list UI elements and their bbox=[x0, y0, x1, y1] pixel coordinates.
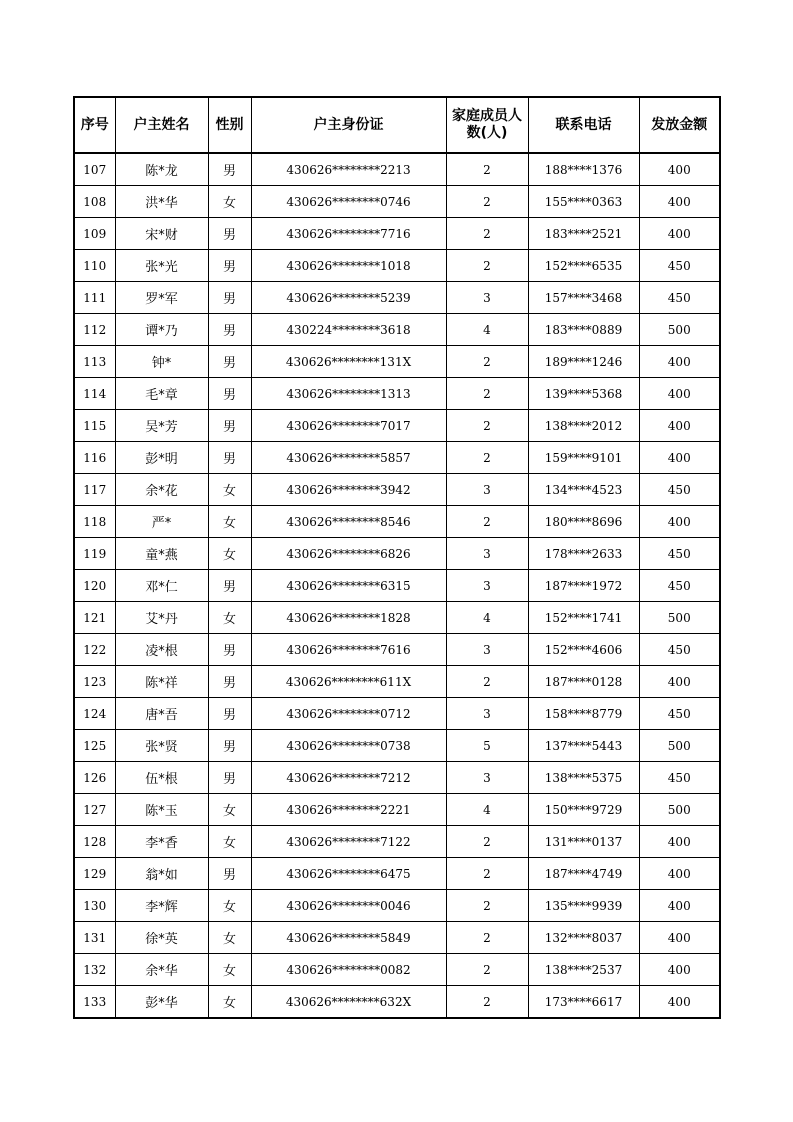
cell-householder-name: 毛*章 bbox=[115, 378, 208, 410]
cell-householder-name: 陈*祥 bbox=[115, 666, 208, 698]
cell-householder-id: 430626********131X bbox=[251, 346, 446, 378]
table-header-row bbox=[74, 97, 720, 153]
cell-householder-id: 430626********6826 bbox=[251, 538, 446, 570]
cell-phone: 138****2012 bbox=[528, 410, 639, 442]
cell-seq: 114 bbox=[74, 378, 115, 410]
cell-phone: 138****5375 bbox=[528, 762, 639, 794]
cell-householder-id: 430626********6475 bbox=[251, 858, 446, 890]
table-row bbox=[74, 506, 720, 538]
cell-seq: 109 bbox=[74, 218, 115, 250]
cell-householder-name: 童*燕 bbox=[115, 538, 208, 570]
cell-householder-name: 翁*如 bbox=[115, 858, 208, 890]
cell-family-members: 4 bbox=[446, 314, 528, 346]
cell-householder-name: 宋*财 bbox=[115, 218, 208, 250]
cell-amount: 400 bbox=[639, 666, 720, 698]
cell-seq: 125 bbox=[74, 730, 115, 762]
cell-gender: 男 bbox=[208, 762, 251, 794]
cell-seq: 112 bbox=[74, 314, 115, 346]
cell-family-members: 2 bbox=[446, 218, 528, 250]
cell-householder-name: 陈*龙 bbox=[115, 153, 208, 186]
cell-seq: 111 bbox=[74, 282, 115, 314]
table-body bbox=[74, 153, 720, 1018]
cell-phone: 137****5443 bbox=[528, 730, 639, 762]
cell-amount: 500 bbox=[639, 314, 720, 346]
cell-gender: 男 bbox=[208, 858, 251, 890]
cell-family-members: 4 bbox=[446, 794, 528, 826]
cell-family-members: 2 bbox=[446, 506, 528, 538]
cell-phone: 138****2537 bbox=[528, 954, 639, 986]
cell-phone: 155****0363 bbox=[528, 186, 639, 218]
cell-phone: 159****9101 bbox=[528, 442, 639, 474]
cell-householder-name: 伍*根 bbox=[115, 762, 208, 794]
header-gender: 性别 bbox=[208, 97, 251, 153]
cell-gender: 女 bbox=[208, 826, 251, 858]
table-row bbox=[74, 282, 720, 314]
cell-phone: 152****6535 bbox=[528, 250, 639, 282]
table-row bbox=[74, 698, 720, 730]
header-seq: 序号 bbox=[74, 97, 115, 153]
table-row bbox=[74, 954, 720, 986]
cell-family-members: 2 bbox=[446, 153, 528, 186]
cell-gender: 男 bbox=[208, 346, 251, 378]
cell-gender: 女 bbox=[208, 922, 251, 954]
cell-amount: 400 bbox=[639, 153, 720, 186]
cell-phone: 180****8696 bbox=[528, 506, 639, 538]
cell-phone: 131****0137 bbox=[528, 826, 639, 858]
cell-gender: 男 bbox=[208, 250, 251, 282]
cell-householder-name: 张*光 bbox=[115, 250, 208, 282]
cell-amount: 400 bbox=[639, 442, 720, 474]
cell-seq: 118 bbox=[74, 506, 115, 538]
cell-amount: 500 bbox=[639, 730, 720, 762]
cell-householder-name: 凌*根 bbox=[115, 634, 208, 666]
cell-phone: 150****9729 bbox=[528, 794, 639, 826]
cell-amount: 400 bbox=[639, 858, 720, 890]
cell-amount: 450 bbox=[639, 474, 720, 506]
cell-householder-name: 谭*乃 bbox=[115, 314, 208, 346]
table-row bbox=[74, 410, 720, 442]
cell-seq: 108 bbox=[74, 186, 115, 218]
cell-householder-id: 430626********7716 bbox=[251, 218, 446, 250]
cell-amount: 400 bbox=[639, 346, 720, 378]
cell-family-members: 2 bbox=[446, 858, 528, 890]
cell-phone: 157****3468 bbox=[528, 282, 639, 314]
table-row bbox=[74, 570, 720, 602]
header-householder-name: 户主姓名 bbox=[115, 97, 208, 153]
cell-householder-id: 430626********611X bbox=[251, 666, 446, 698]
cell-phone: 152****4606 bbox=[528, 634, 639, 666]
cell-seq: 129 bbox=[74, 858, 115, 890]
cell-seq: 116 bbox=[74, 442, 115, 474]
table-row bbox=[74, 858, 720, 890]
cell-householder-name: 陈*玉 bbox=[115, 794, 208, 826]
cell-phone: 135****9939 bbox=[528, 890, 639, 922]
cell-family-members: 2 bbox=[446, 666, 528, 698]
cell-seq: 117 bbox=[74, 474, 115, 506]
cell-householder-id: 430626********7616 bbox=[251, 634, 446, 666]
cell-amount: 500 bbox=[639, 602, 720, 634]
cell-householder-name: 张*贤 bbox=[115, 730, 208, 762]
cell-seq: 131 bbox=[74, 922, 115, 954]
cell-gender: 女 bbox=[208, 986, 251, 1019]
table-row bbox=[74, 986, 720, 1019]
cell-householder-name: 钟* bbox=[115, 346, 208, 378]
cell-householder-id: 430224********3618 bbox=[251, 314, 446, 346]
cell-family-members: 3 bbox=[446, 634, 528, 666]
cell-seq: 115 bbox=[74, 410, 115, 442]
cell-family-members: 2 bbox=[446, 410, 528, 442]
cell-householder-id: 430626********5857 bbox=[251, 442, 446, 474]
cell-seq: 123 bbox=[74, 666, 115, 698]
cell-amount: 400 bbox=[639, 826, 720, 858]
cell-phone: 188****1376 bbox=[528, 153, 639, 186]
cell-householder-name: 唐*吾 bbox=[115, 698, 208, 730]
cell-family-members: 2 bbox=[446, 442, 528, 474]
cell-phone: 139****5368 bbox=[528, 378, 639, 410]
cell-householder-id: 430626********1828 bbox=[251, 602, 446, 634]
cell-family-members: 2 bbox=[446, 186, 528, 218]
cell-phone: 134****4523 bbox=[528, 474, 639, 506]
cell-gender: 男 bbox=[208, 314, 251, 346]
cell-gender: 女 bbox=[208, 538, 251, 570]
cell-seq: 122 bbox=[74, 634, 115, 666]
cell-householder-id: 430626********0082 bbox=[251, 954, 446, 986]
cell-phone: 183****0889 bbox=[528, 314, 639, 346]
table-row bbox=[74, 186, 720, 218]
cell-amount: 400 bbox=[639, 890, 720, 922]
table-row bbox=[74, 442, 720, 474]
cell-phone: 189****1246 bbox=[528, 346, 639, 378]
table-row bbox=[74, 474, 720, 506]
cell-family-members: 4 bbox=[446, 602, 528, 634]
table-row bbox=[74, 730, 720, 762]
cell-family-members: 3 bbox=[446, 474, 528, 506]
cell-amount: 400 bbox=[639, 506, 720, 538]
cell-householder-id: 430626********1313 bbox=[251, 378, 446, 410]
cell-seq: 107 bbox=[74, 153, 115, 186]
cell-seq: 130 bbox=[74, 890, 115, 922]
table-row bbox=[74, 666, 720, 698]
cell-amount: 450 bbox=[639, 538, 720, 570]
cell-seq: 124 bbox=[74, 698, 115, 730]
cell-gender: 女 bbox=[208, 602, 251, 634]
cell-family-members: 3 bbox=[446, 762, 528, 794]
cell-gender: 女 bbox=[208, 890, 251, 922]
cell-seq: 126 bbox=[74, 762, 115, 794]
cell-householder-id: 430626********0746 bbox=[251, 186, 446, 218]
cell-phone: 173****6617 bbox=[528, 986, 639, 1019]
table-row bbox=[74, 378, 720, 410]
cell-householder-id: 430626********7122 bbox=[251, 826, 446, 858]
cell-gender: 男 bbox=[208, 570, 251, 602]
cell-householder-name: 徐*英 bbox=[115, 922, 208, 954]
table-row bbox=[74, 218, 720, 250]
cell-gender: 男 bbox=[208, 698, 251, 730]
header-family-members: 家庭成员人数(人) bbox=[446, 97, 528, 153]
cell-gender: 男 bbox=[208, 218, 251, 250]
cell-amount: 450 bbox=[639, 250, 720, 282]
cell-householder-name: 洪*华 bbox=[115, 186, 208, 218]
cell-seq: 113 bbox=[74, 346, 115, 378]
cell-phone: 158****8779 bbox=[528, 698, 639, 730]
cell-householder-id: 430626********0738 bbox=[251, 730, 446, 762]
cell-family-members: 3 bbox=[446, 698, 528, 730]
cell-phone: 132****8037 bbox=[528, 922, 639, 954]
cell-phone: 183****2521 bbox=[528, 218, 639, 250]
cell-householder-name: 严* bbox=[115, 506, 208, 538]
cell-amount: 500 bbox=[639, 794, 720, 826]
cell-family-members: 2 bbox=[446, 346, 528, 378]
cell-amount: 400 bbox=[639, 378, 720, 410]
cell-family-members: 2 bbox=[446, 954, 528, 986]
cell-householder-name: 艾*丹 bbox=[115, 602, 208, 634]
cell-family-members: 3 bbox=[446, 538, 528, 570]
cell-phone: 187****0128 bbox=[528, 666, 639, 698]
cell-phone: 187****1972 bbox=[528, 570, 639, 602]
cell-phone: 152****1741 bbox=[528, 602, 639, 634]
cell-householder-name: 余*花 bbox=[115, 474, 208, 506]
table-row bbox=[74, 922, 720, 954]
cell-family-members: 2 bbox=[446, 826, 528, 858]
cell-householder-name: 李*香 bbox=[115, 826, 208, 858]
table-row bbox=[74, 250, 720, 282]
cell-amount: 450 bbox=[639, 698, 720, 730]
cell-householder-id: 430626********2213 bbox=[251, 153, 446, 186]
cell-seq: 132 bbox=[74, 954, 115, 986]
table-row bbox=[74, 794, 720, 826]
header-phone: 联系电话 bbox=[528, 97, 639, 153]
cell-gender: 男 bbox=[208, 282, 251, 314]
cell-householder-name: 吴*芳 bbox=[115, 410, 208, 442]
table-row bbox=[74, 762, 720, 794]
cell-family-members: 2 bbox=[446, 986, 528, 1019]
cell-amount: 400 bbox=[639, 986, 720, 1019]
cell-householder-id: 430626********0046 bbox=[251, 890, 446, 922]
header-householder-id: 户主身份证 bbox=[251, 97, 446, 153]
cell-householder-name: 余*华 bbox=[115, 954, 208, 986]
cell-seq: 128 bbox=[74, 826, 115, 858]
cell-seq: 119 bbox=[74, 538, 115, 570]
cell-amount: 450 bbox=[639, 762, 720, 794]
cell-householder-id: 430626********5849 bbox=[251, 922, 446, 954]
table-row bbox=[74, 890, 720, 922]
cell-gender: 女 bbox=[208, 186, 251, 218]
cell-householder-id: 430626********5239 bbox=[251, 282, 446, 314]
cell-amount: 450 bbox=[639, 282, 720, 314]
cell-householder-name: 彭*华 bbox=[115, 986, 208, 1019]
cell-family-members: 2 bbox=[446, 378, 528, 410]
cell-householder-name: 邓*仁 bbox=[115, 570, 208, 602]
cell-phone: 178****2633 bbox=[528, 538, 639, 570]
cell-family-members: 3 bbox=[446, 570, 528, 602]
cell-amount: 400 bbox=[639, 218, 720, 250]
cell-family-members: 2 bbox=[446, 890, 528, 922]
table-row bbox=[74, 538, 720, 570]
cell-family-members: 5 bbox=[446, 730, 528, 762]
cell-family-members: 2 bbox=[446, 250, 528, 282]
cell-gender: 男 bbox=[208, 153, 251, 186]
cell-seq: 133 bbox=[74, 986, 115, 1019]
cell-seq: 127 bbox=[74, 794, 115, 826]
cell-gender: 男 bbox=[208, 378, 251, 410]
cell-gender: 男 bbox=[208, 410, 251, 442]
table-row bbox=[74, 153, 720, 186]
cell-householder-id: 430626********6315 bbox=[251, 570, 446, 602]
cell-householder-id: 430626********7017 bbox=[251, 410, 446, 442]
cell-gender: 女 bbox=[208, 474, 251, 506]
cell-amount: 400 bbox=[639, 410, 720, 442]
cell-amount: 450 bbox=[639, 634, 720, 666]
cell-amount: 400 bbox=[639, 186, 720, 218]
cell-householder-id: 430626********2221 bbox=[251, 794, 446, 826]
subsidy-distribution-table bbox=[73, 96, 721, 1019]
cell-householder-id: 430626********632X bbox=[251, 986, 446, 1019]
cell-gender: 男 bbox=[208, 634, 251, 666]
cell-gender: 女 bbox=[208, 794, 251, 826]
cell-householder-id: 430626********1018 bbox=[251, 250, 446, 282]
cell-gender: 男 bbox=[208, 442, 251, 474]
cell-householder-name: 李*辉 bbox=[115, 890, 208, 922]
cell-householder-name: 罗*军 bbox=[115, 282, 208, 314]
cell-seq: 120 bbox=[74, 570, 115, 602]
header-amount: 发放金额 bbox=[639, 97, 720, 153]
cell-householder-id: 430626********8546 bbox=[251, 506, 446, 538]
cell-gender: 女 bbox=[208, 506, 251, 538]
cell-gender: 男 bbox=[208, 666, 251, 698]
cell-householder-id: 430626********0712 bbox=[251, 698, 446, 730]
cell-seq: 121 bbox=[74, 602, 115, 634]
cell-gender: 男 bbox=[208, 730, 251, 762]
cell-householder-name: 彭*明 bbox=[115, 442, 208, 474]
cell-gender: 女 bbox=[208, 954, 251, 986]
table-row bbox=[74, 634, 720, 666]
table-row bbox=[74, 602, 720, 634]
cell-amount: 400 bbox=[639, 922, 720, 954]
cell-householder-id: 430626********7212 bbox=[251, 762, 446, 794]
table-row bbox=[74, 346, 720, 378]
table-row bbox=[74, 826, 720, 858]
cell-householder-id: 430626********3942 bbox=[251, 474, 446, 506]
cell-phone: 187****4749 bbox=[528, 858, 639, 890]
cell-amount: 400 bbox=[639, 954, 720, 986]
cell-family-members: 3 bbox=[446, 282, 528, 314]
cell-seq: 110 bbox=[74, 250, 115, 282]
cell-amount: 450 bbox=[639, 570, 720, 602]
cell-family-members: 2 bbox=[446, 922, 528, 954]
table-row bbox=[74, 314, 720, 346]
